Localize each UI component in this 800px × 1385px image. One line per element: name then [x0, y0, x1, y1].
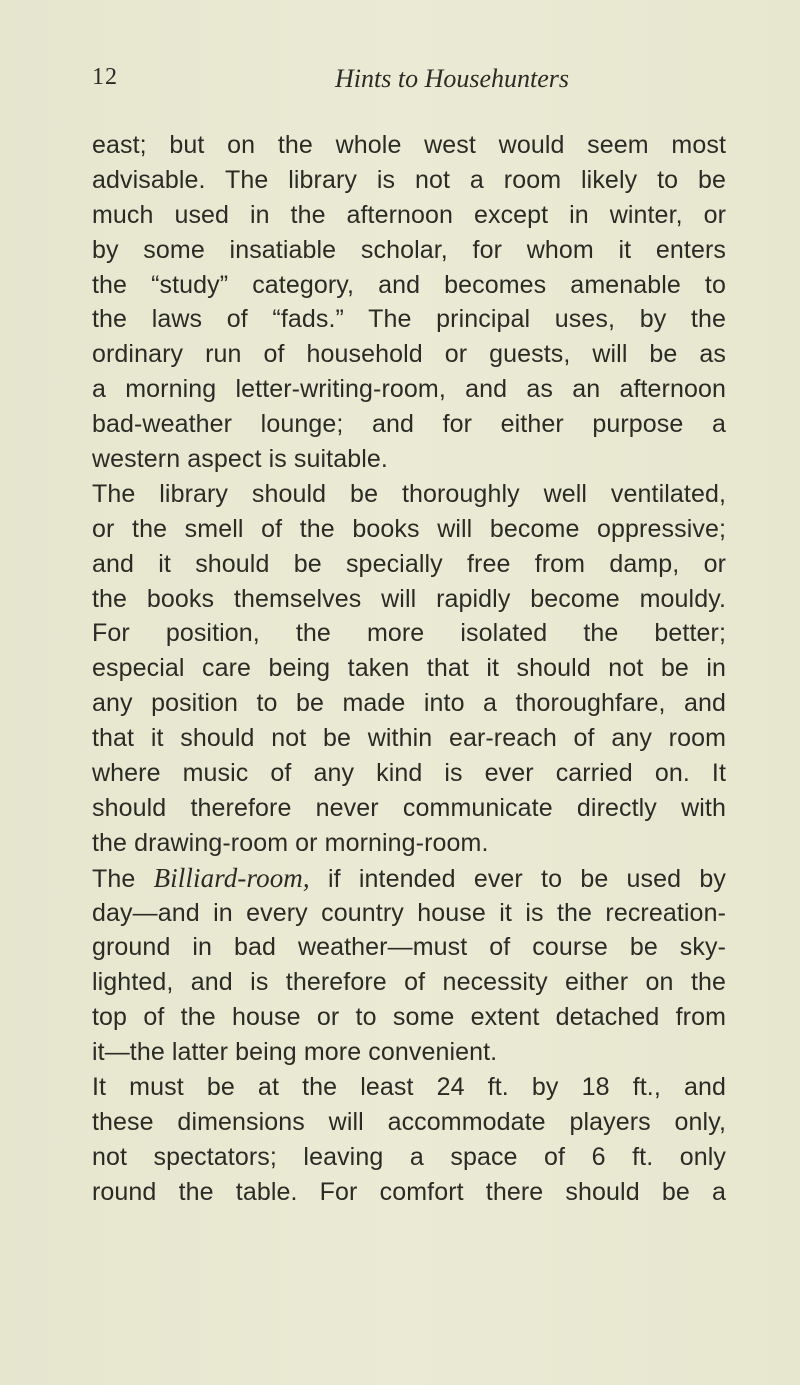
text-line: the laws of “fads.” The principal uses, by the: [92, 305, 726, 334]
billiard-prefix: The: [92, 864, 154, 893]
text-line: the “study” category, and becomes amenable to: [92, 270, 726, 299]
text-line: lighted, and is therefore of necessity either on the: [92, 968, 726, 997]
text-line: especial care being taken that it should not be in: [92, 654, 726, 683]
billiard-suffix: if intended ever to be used by: [309, 864, 726, 893]
text-line: and it should be specially free from damp, or: [92, 549, 726, 578]
text-line: a morning letter-writing-room, and as an afternoon: [92, 375, 726, 404]
text-line: much used in the afternoon except in winter, or: [92, 200, 726, 229]
text-line: should therefore never communicate directly with: [92, 793, 726, 822]
text-line: that it should not be within ear-reach of any room: [92, 724, 726, 753]
text-line: advisable. The library is not a room likely to be: [92, 165, 726, 194]
page-number: 12: [92, 64, 118, 90]
page-header: [92, 64, 732, 100]
text-line: bad-weather lounge; and for either purpose a: [92, 410, 726, 439]
text-line: by some insatiable scholar, for whom it enters: [92, 235, 726, 264]
text-line: these dimensions will accommodate players only,: [92, 1107, 726, 1136]
billiard-room-line: [92, 861, 726, 896]
running-head: Hints to Househunters: [335, 64, 569, 93]
text-line: the books themselves will rapidly become mouldy.: [92, 584, 726, 613]
text-line: not spectators; leaving a space of 6 ft. only: [92, 1142, 726, 1171]
text-line: western aspect is suitable.: [92, 445, 388, 474]
text-line: the drawing-room or morning-room.: [92, 828, 489, 857]
text-line: For position, the more isolated the better;: [92, 619, 726, 648]
text-line: It must be at the least 24 ft. by 18 ft., and: [92, 1073, 726, 1102]
text-line: east; but on the whole west would seem most: [92, 131, 726, 159]
billiard-room-heading: Billiard-room,: [153, 862, 310, 893]
text-line: where music of any kind is ever carried on. It: [92, 759, 726, 788]
text-line: The library should be thoroughly well ventilated,: [92, 479, 726, 508]
body-text: [92, 128, 726, 1210]
text-line: or the smell of the books will become oppressive;: [92, 514, 726, 543]
text-line: top of the house or to some extent detached from: [92, 1003, 726, 1032]
text-line: any position to be made into a thoroughfare, and: [92, 689, 726, 718]
text-line: day—and in every country house it is the recreation-: [92, 898, 726, 927]
text-line: it—the latter being more convenient.: [92, 1038, 498, 1067]
text-line: ground in bad weather—must of course be sky-: [92, 933, 726, 962]
text-line: ordinary run of household or guests, will be as: [92, 340, 726, 369]
text-line: round the table. For comfort there should be a: [92, 1177, 726, 1206]
